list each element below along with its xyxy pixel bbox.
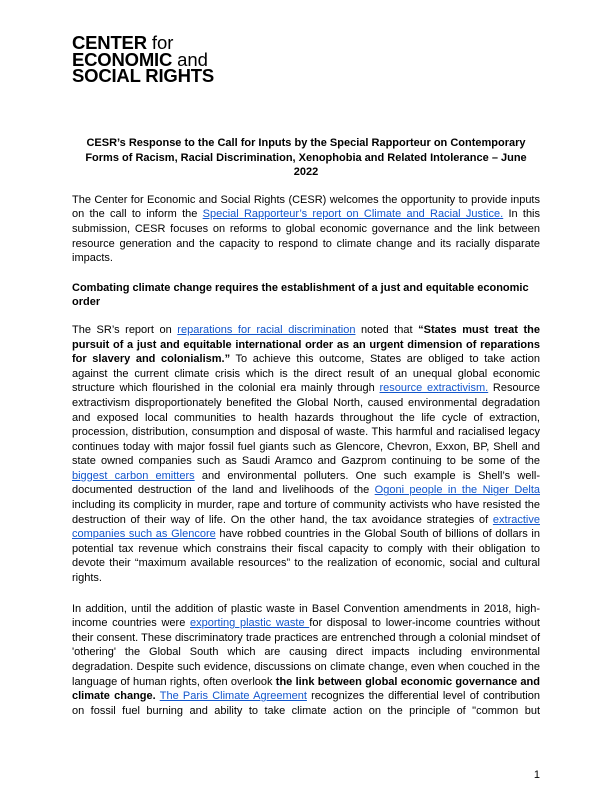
text-run: for disposal to lower-income countries without their consent. These discriminatory trade practices are entrenched through a colonial mindset of 'othering' the Global South which are causing direct impacts including environmental degradation. Despite such evidence, discussions on climate change, even when couched in the language of human rights, often overlook xyxy=(72,617,540,688)
logo-line-social-rights xyxy=(72,65,214,86)
logo-word-center: CENTER xyxy=(72,32,147,53)
logo-word-economic: ECONOMIC xyxy=(72,48,173,70)
document-title xyxy=(72,136,540,180)
inline-link[interactable]: exporting plastic waste xyxy=(190,617,310,630)
inline-link[interactable]: resource extractivism. xyxy=(379,382,489,395)
text-run: The Center for Economic and Social Rights (CESR) welcomes the opportunity to provide inputs on the call to inform the xyxy=(72,193,540,221)
body-paragraph-reparations xyxy=(72,323,540,586)
inline-link[interactable]: Ogoni people in the Niger Delta xyxy=(374,484,540,497)
text-run: including its complicity in murder, rape and torture of community activists who have resisted the destruction of their way of life. On the other hand, the tax avoidance strategies of xyxy=(72,499,540,526)
text-run: have robbed countries in the Global South of billions of dollars in potential tax revenue which constrains their fiscal capacity to comply with their obligation to devote their “maximum available resources” to the realization of economic, social and cultural rights. xyxy=(72,528,540,585)
text-run: In this submission, CESR focuses on reforms to global economic governance and the link between resource generation and the capacity to respond to climate change and its racially disparate impacts. xyxy=(72,208,540,265)
section-heading: Combating climate change requires the establishment of a just and equitable economic order xyxy=(72,281,529,309)
text-run: The SR’s report on xyxy=(72,323,178,336)
inline-link[interactable]: The Paris Climate Agreement xyxy=(159,690,307,703)
text-run: Resource extractivism disproportionately benefited the Global North, caused environmental degradation and exposed local communities to health hazards throughout the life cycle of extraction, procession, distribution, consumption and disposal of waste. This harmful and racialised legacy continues today with major fossil fuel giants such as Glencore, Chevron, Exxon, BP, Shell and state owned companies such as Saudi Aramco and Gazprom continuing to be some of the xyxy=(72,382,540,468)
body-paragraph-plastic-waste xyxy=(72,602,540,719)
title-line: 2022 xyxy=(293,166,319,179)
emphasized-text: the link between global economic governance and climate change. xyxy=(72,675,540,703)
text-run: noted that xyxy=(355,323,419,336)
logo-word-for: for xyxy=(151,32,174,53)
text-run: In addition, until the addition of plastic waste in Basel Convention amendments in 2018, high-income countries were xyxy=(72,602,540,630)
inline-link[interactable]: biggest carbon emitters xyxy=(72,469,195,482)
text-run: and environmental polluters. One such example is Shell’s well-documented destruction of the land and livelihoods of the xyxy=(72,469,541,497)
logo-word-and: and xyxy=(177,48,208,70)
emphasized-text: “States must treat the pursuit of a just and equitable international order as an urgent dimension of reparations for slavery and colonialism.” xyxy=(72,323,541,366)
page-number: 1 xyxy=(533,769,540,781)
inline-link[interactable]: Special Rapporteur’s report on Climate and Racial Justice. xyxy=(202,208,504,221)
document-body xyxy=(72,136,540,718)
organization-logo xyxy=(72,32,214,86)
text-run: To achieve this outcome, States are obliged to take action against the current climate crisis which is the direct result of an unequal global economic structure which flourished in the colonial era mainly through xyxy=(72,353,540,395)
inline-link[interactable]: extractive companies such as Glencore xyxy=(72,513,540,541)
title-line: CESR’s Response to the Call for Inputs by the Special Rapporteur on Contemporary xyxy=(86,137,526,149)
text-run: recognizes the differential level of contribution on fossil fuel burning and ability to take climate action on the principle of "common but xyxy=(72,690,540,717)
intro-paragraph xyxy=(72,193,540,266)
logo-word-social-rights: SOCIAL RIGHTS xyxy=(72,65,214,86)
title-line: Forms of Racism, Racial Discrimination, Xenophobia and Related Intolerance – June xyxy=(85,151,527,164)
inline-link[interactable]: reparations for racial discrimination xyxy=(177,323,356,336)
